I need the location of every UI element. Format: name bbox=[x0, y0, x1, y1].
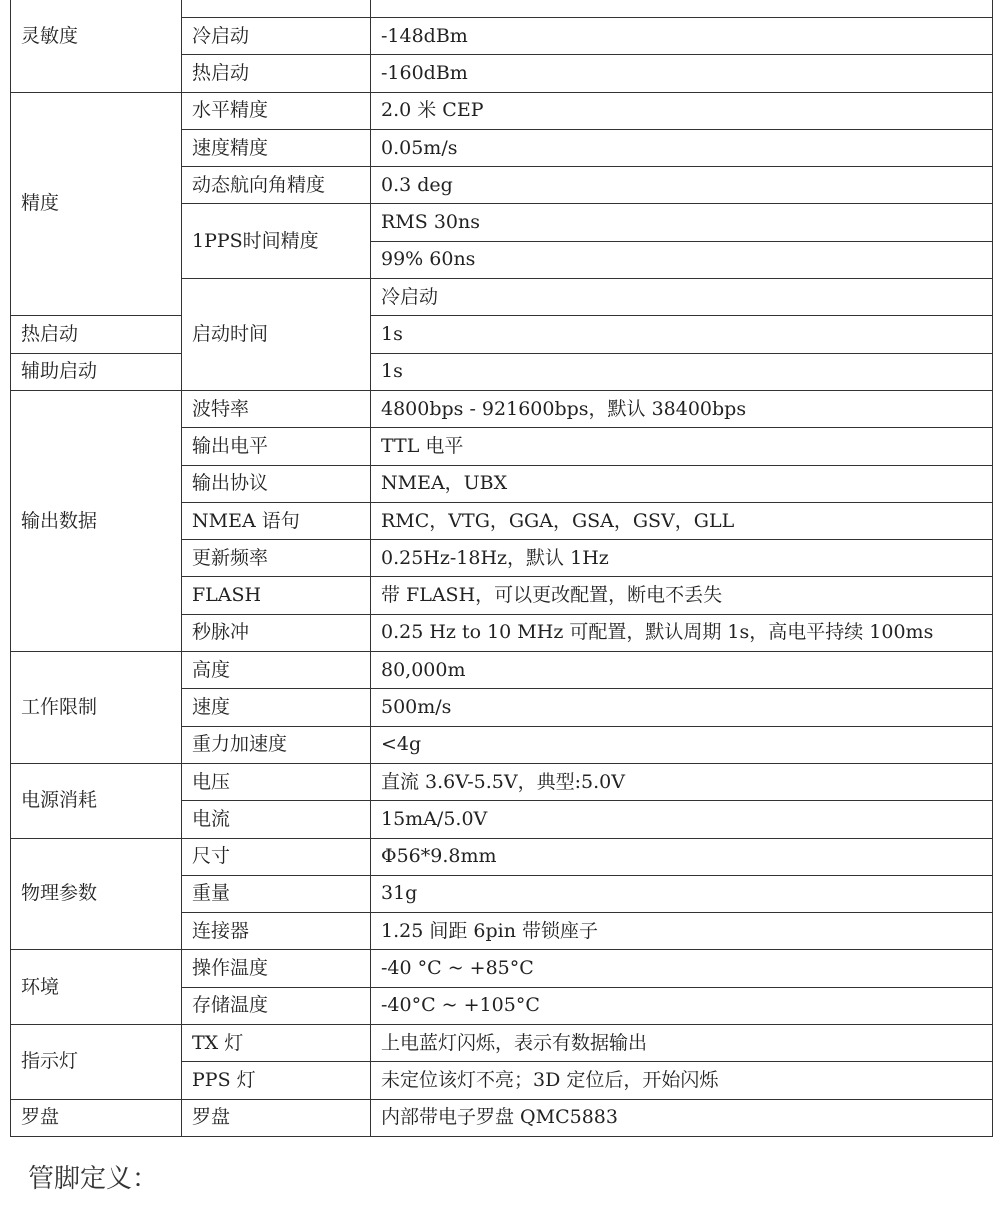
item-cell: TX 灯 bbox=[182, 1025, 371, 1062]
value-cell: 0.05m/s bbox=[371, 129, 993, 166]
item-cell: 重量 bbox=[182, 875, 371, 912]
item-cell: 波特率 bbox=[182, 390, 371, 427]
category-cell: 启动时间 bbox=[182, 279, 371, 391]
value-cell: TTL 电平 bbox=[371, 428, 993, 465]
item-cell: 冷启动 bbox=[371, 279, 993, 316]
category-cell: 精度 bbox=[11, 92, 182, 316]
value-cell: Φ56*9.8mm bbox=[371, 838, 993, 875]
item-cell bbox=[182, 0, 371, 18]
table-row bbox=[11, 353, 993, 390]
item-cell: NMEA 语句 bbox=[182, 502, 371, 539]
item-cell: 热启动 bbox=[11, 316, 182, 353]
value-cell: 内部带电子罗盘 QMC5883 bbox=[371, 1099, 993, 1136]
item-cell: 辅助启动 bbox=[11, 353, 182, 390]
value-cell: 1.25 间距 6pin 带锁座子 bbox=[371, 913, 993, 950]
category-cell: 电源消耗 bbox=[11, 763, 182, 838]
spec-table-body bbox=[11, 0, 993, 1136]
item-cell: 速度精度 bbox=[182, 129, 371, 166]
category-cell: 罗盘 bbox=[11, 1099, 182, 1136]
value-cell: -40°C ~ +105°C bbox=[371, 987, 993, 1024]
item-cell: 更新频率 bbox=[182, 540, 371, 577]
value-cell: 4800bps - 921600bps，默认 38400bps bbox=[371, 390, 993, 427]
table-row bbox=[11, 838, 993, 875]
item-cell: FLASH bbox=[182, 577, 371, 614]
value-cell: 2.0 米 CEP bbox=[371, 92, 993, 129]
item-cell: 秒脉冲 bbox=[182, 614, 371, 651]
spec-table bbox=[10, 0, 993, 1137]
item-cell: 动态航向角精度 bbox=[182, 167, 371, 204]
item-cell: 热启动 bbox=[182, 55, 371, 92]
value-cell: -160dBm bbox=[371, 55, 993, 92]
value-cell: <4g bbox=[371, 726, 993, 763]
value-cell: -148dBm bbox=[371, 18, 993, 55]
item-cell: 存储温度 bbox=[182, 987, 371, 1024]
category-cell: 指示灯 bbox=[11, 1025, 182, 1100]
item-cell: 1PPS时间精度 bbox=[182, 204, 371, 279]
value-cell: 500m/s bbox=[371, 689, 993, 726]
value-cell: 1s bbox=[371, 316, 993, 353]
table-row bbox=[11, 1099, 993, 1136]
item-cell: 速度 bbox=[182, 689, 371, 726]
item-cell: 连接器 bbox=[182, 913, 371, 950]
value-cell: 未定位该灯不亮；3D 定位后，开始闪烁 bbox=[371, 1062, 993, 1099]
table-row bbox=[11, 652, 993, 689]
table-row bbox=[11, 316, 993, 353]
item-cell: 操作温度 bbox=[182, 950, 371, 987]
value-cell: 0.25Hz-18Hz，默认 1Hz bbox=[371, 540, 993, 577]
value-cell: 带 FLASH，可以更改配置，断电不丢失 bbox=[371, 577, 993, 614]
value-cell: 31g bbox=[371, 875, 993, 912]
table-row bbox=[11, 763, 993, 800]
value-cell: -40 °C ~ +85°C bbox=[371, 950, 993, 987]
category-cell: 工作限制 bbox=[11, 652, 182, 764]
value-cell: 直流 3.6V-5.5V，典型:5.0V bbox=[371, 763, 993, 800]
item-cell: 冷启动 bbox=[182, 18, 371, 55]
table-row bbox=[11, 950, 993, 987]
item-cell: 电压 bbox=[182, 763, 371, 800]
category-cell: 环境 bbox=[11, 950, 182, 1025]
item-cell: 水平精度 bbox=[182, 92, 371, 129]
item-cell: 尺寸 bbox=[182, 838, 371, 875]
item-cell: 电流 bbox=[182, 801, 371, 838]
value-cell: NMEA，UBX bbox=[371, 465, 993, 502]
category-cell: 输出数据 bbox=[11, 390, 182, 651]
value-cell: RMC，VTG，GGA，GSA，GSV，GLL bbox=[371, 502, 993, 539]
value-cell: 上电蓝灯闪烁，表示有数据输出 bbox=[371, 1025, 993, 1062]
table-row bbox=[11, 0, 993, 18]
value-cell: 0.3 deg bbox=[371, 167, 993, 204]
item-cell: PPS 灯 bbox=[182, 1062, 371, 1099]
item-cell: 罗盘 bbox=[182, 1099, 371, 1136]
table-row bbox=[11, 92, 993, 129]
value-cell: 99% 60ns bbox=[371, 241, 993, 278]
value-cell: RMS 30ns bbox=[371, 204, 993, 241]
table-row bbox=[11, 390, 993, 427]
section-title: 管脚定义： bbox=[28, 1164, 159, 1194]
item-cell: 高度 bbox=[182, 652, 371, 689]
item-cell: 输出电平 bbox=[182, 428, 371, 465]
value-cell: 80,000m bbox=[371, 652, 993, 689]
value-cell bbox=[371, 0, 993, 18]
category-cell: 灵敏度 bbox=[11, 0, 182, 92]
item-cell: 重力加速度 bbox=[182, 726, 371, 763]
category-cell: 物理参数 bbox=[11, 838, 182, 950]
value-cell: 15mA/5.0V bbox=[371, 801, 993, 838]
value-cell: 1s bbox=[371, 353, 993, 390]
item-cell: 输出协议 bbox=[182, 465, 371, 502]
table-row bbox=[11, 1025, 993, 1062]
value-cell: 0.25 Hz to 10 MHz 可配置，默认周期 1s，高电平持续 100ms bbox=[371, 614, 993, 651]
